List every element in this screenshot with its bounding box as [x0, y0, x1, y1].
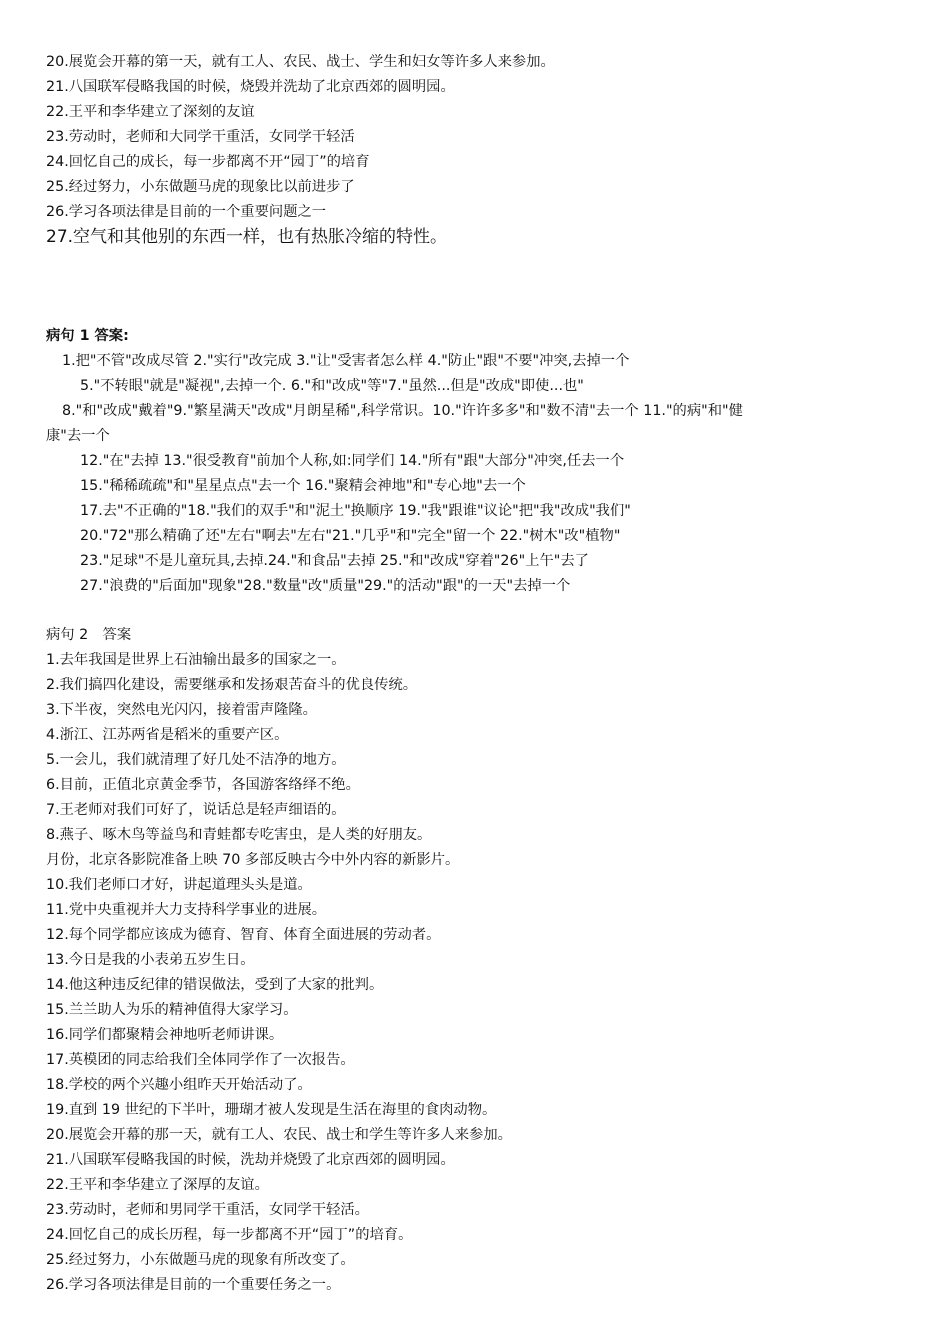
answer2-line: 1.去年我国是世界上石油输出最多的国家之一。	[46, 652, 346, 668]
answer2-line: 25.经过努力，小东做题马虎的现象有所改变了。	[46, 1252, 355, 1268]
text-line: 23.劳动时，老师和大同学干重活，女同学干轻活	[46, 129, 355, 145]
answer2-line: 12.每个同学都应该成为德育、智育、体育全面进展的劳动者。	[46, 927, 441, 943]
section-heading-answer2: 病句 2 答案	[46, 627, 132, 643]
section-heading-answer1: 病句 1 答案:	[46, 328, 129, 344]
answer1-line: 5."不转眼"就是"凝视",去掉一个. 6."和"改成"等"7."虽然...但是"改成"即使...也"	[80, 378, 584, 394]
answer2-line: 3.下半夜，突然电光闪闪，接着雷声隆隆。	[46, 702, 317, 718]
answer2-line: 月份，北京各影院准备上映 70 多部反映古今中外内容的新影片。	[46, 852, 460, 868]
text-line: 22.王平和李华建立了深刻的友谊	[46, 104, 255, 120]
answer2-line: 19.直到 19 世纪的下半叶，珊瑚才被人发现是生活在海里的食肉动物。	[46, 1102, 497, 1118]
answer1-line: 8."和"改成"戴着"9."繁星满天"改成"月朗星稀",科学常识。10."许许多多"和"数不清"去一个 11."的病"和"健	[62, 403, 743, 419]
answer2-line: 5.一会儿，我们就清理了好几处不洁净的地方。	[46, 752, 346, 768]
text-line: 25.经过努力，小东做题马虎的现象比以前进步了	[46, 179, 355, 195]
answer2-line: 24.回忆自己的成长历程，每一步都离不开“园丁”的培育。	[46, 1227, 413, 1243]
answer2-line: 22.王平和李华建立了深厚的友谊。	[46, 1177, 269, 1193]
answer2-line: 4.浙江、江苏两省是稻米的重要产区。	[46, 727, 289, 743]
answer2-line: 17.英模团的同志给我们全体同学作了一次报告。	[46, 1052, 355, 1068]
answer2-line: 13.今日是我的小表弟五岁生日。	[46, 952, 255, 968]
answer2-line: 26.学习各项法律是目前的一个重要任务之一。	[46, 1277, 341, 1293]
answer2-line: 11.党中央重视并大力支持科学事业的进展。	[46, 902, 327, 918]
answer1-line: 1.把"不管"改成尽管 2."实行"改完成 3."让"受害者怎么样 4."防止"跟"不要"冲突,去掉一个	[62, 353, 630, 369]
answer1-line: 23."足球"不是儿童玩具,去掉.24."和食品"去掉 25."和"改成"穿着"26"上午"去了	[80, 553, 589, 569]
text-line: 27.空气和其他别的东西一样，也有热胀冷缩的特性。	[46, 227, 448, 247]
answer2-line: 18.学校的两个兴趣小组昨天开始活动了。	[46, 1077, 312, 1093]
answer1-line: 20."72"那么精确了还"左右"啊去"左右"21."几乎"和"完全"留一个 22."树木"改"植物"	[80, 528, 621, 544]
text-line: 26.学习各项法律是目前的一个重要问题之一	[46, 204, 327, 220]
text-line: 21.八国联军侵略我国的时候，烧毁并洗劫了北京西郊的圆明园。	[46, 79, 455, 95]
answer1-line: 康"去一个	[46, 428, 110, 444]
answer1-line: 27."浪费的"后面加"现象"28."数量"改"质量"29."的活动"跟"的一天"去掉一个	[80, 578, 571, 594]
answer2-line: 7.王老师对我们可好了，说话总是轻声细语的。	[46, 802, 346, 818]
text-line: 24.回忆自己的成长，每一步都离不开“园丁”的培育	[46, 154, 370, 170]
answer2-line: 15.兰兰助人为乐的精神值得大家学习。	[46, 1002, 298, 1018]
answer2-line: 10.我们老师口才好，讲起道理头头是道。	[46, 877, 312, 893]
answer2-line: 2.我们搞四化建设，需要继承和发扬艰苦奋斗的优良传统。	[46, 677, 418, 693]
answer1-line: 12."在"去掉 13."很受教育"前加个人称,如:同学们 14."所有"跟"大部分"冲突,任去一个	[80, 453, 625, 469]
answer2-line: 16.同学们都聚精会神地听老师讲课。	[46, 1027, 284, 1043]
answer2-line: 8.燕子、啄木鸟等益鸟和青蛙都专吃害虫，是人类的好朋友。	[46, 827, 432, 843]
answer2-line: 14.他这种违反纪律的错误做法，受到了大家的批判。	[46, 977, 384, 993]
answer1-line: 15."稀稀疏疏"和"星星点点"去一个 16."聚精会神地"和"专心地"去一个	[80, 478, 526, 494]
answer2-line: 20.展览会开幕的那一天，就有工人、农民、战士和学生等许多人来参加。	[46, 1127, 512, 1143]
answer2-line: 6.目前，正值北京黄金季节，各国游客络绎不绝。	[46, 777, 360, 793]
answer2-line: 23.劳动时，老师和男同学干重活，女同学干轻活。	[46, 1202, 369, 1218]
text-line: 20.展览会开幕的第一天，就有工人、农民、战士、学生和妇女等许多人来参加。	[46, 54, 555, 70]
answer2-line: 21.八国联军侵略我国的时候，洗劫并烧毁了北京西郊的圆明园。	[46, 1152, 455, 1168]
answer1-line: 17.去"不正确的"18."我们的双手"和"泥土"换顺序 19."我"跟谁"议论"把"我"改成"我们"	[80, 503, 631, 519]
